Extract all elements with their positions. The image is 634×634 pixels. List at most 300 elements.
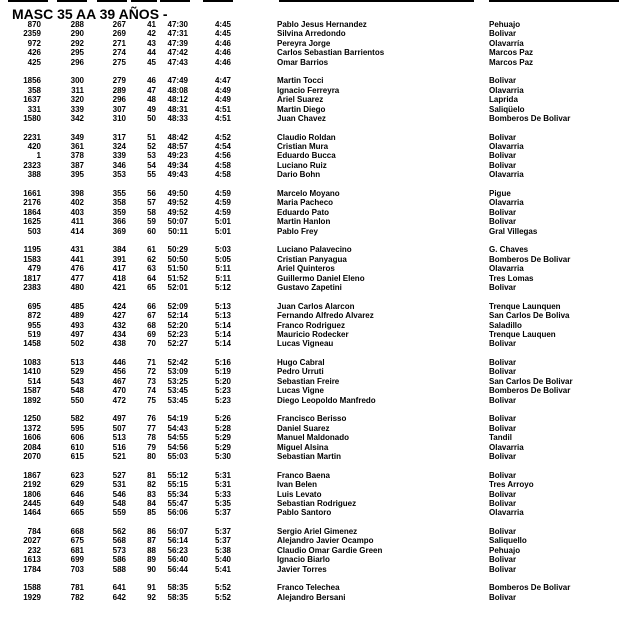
result-row (0, 283, 634, 292)
bib-number: 1817 (23, 273, 41, 283)
finish-time: 58:35 (167, 583, 188, 593)
category-place: 80 (147, 451, 156, 461)
pace: 5:19 (214, 367, 231, 377)
runner-location: Gral Villegas (489, 226, 538, 236)
group-spacer (0, 292, 634, 301)
finish-time: 51:52 (167, 273, 188, 283)
runner-name: Alejandro Javier Ocampo (277, 536, 374, 546)
finish-time: 56:23 (167, 545, 188, 555)
gender-place: 456 (112, 367, 126, 377)
gender-place: 470 (112, 386, 126, 396)
overall-place: 342 (70, 113, 84, 123)
category-place: 75 (147, 395, 156, 405)
runner-location: Bolivar (489, 76, 517, 86)
bib-number: 1806 (23, 489, 41, 499)
overall-place: 606 (70, 433, 84, 443)
result-row (0, 86, 634, 95)
finish-time: 52:14 (167, 311, 188, 321)
overall-place: 477 (70, 273, 84, 283)
gender-place: 346 (112, 160, 126, 170)
gender-place: 516 (112, 442, 126, 452)
overall-place: 296 (70, 57, 84, 67)
runner-location: Olavarria (489, 264, 524, 274)
pace: 5:38 (214, 545, 231, 555)
finish-time: 50:07 (167, 217, 188, 227)
bib-number: 1583 (23, 254, 41, 264)
overall-place: 513 (70, 358, 84, 368)
runner-location: Olavarria (489, 442, 524, 452)
category-place: 84 (147, 498, 156, 508)
category-place: 74 (147, 386, 156, 396)
category-place: 63 (147, 264, 156, 274)
finish-time: 49:43 (167, 170, 188, 180)
runner-name: Franco Rodriguez (277, 320, 346, 330)
gender-place: 369 (112, 226, 126, 236)
overall-place: 675 (70, 536, 84, 546)
gender-place: 418 (112, 273, 126, 283)
pace: 5:12 (214, 282, 231, 292)
pace: 5:26 (214, 414, 231, 424)
overall-place: 402 (70, 198, 84, 208)
runner-name: Cristian Panyagua (277, 254, 347, 264)
result-row (0, 555, 634, 564)
runner-name: Alejandro Bersani (277, 592, 346, 602)
runner-name: Juan Chavez (277, 113, 326, 123)
result-row (0, 264, 634, 273)
bib-number: 1372 (23, 423, 41, 433)
header-rule-pace (203, 0, 233, 2)
bib-number: 232 (27, 545, 41, 555)
pace: 5:37 (214, 536, 231, 546)
header-rule-name (279, 0, 474, 2)
result-row (0, 302, 634, 311)
result-row (0, 161, 634, 170)
runner-location: Bolivar (489, 151, 517, 161)
category-place: 45 (147, 57, 156, 67)
gender-place: 424 (112, 301, 126, 311)
finish-time: 52:27 (167, 339, 188, 349)
bib-number: 1856 (23, 76, 41, 86)
bib-number: 1637 (23, 95, 41, 105)
overall-place: 529 (70, 367, 84, 377)
pace: 5:01 (214, 217, 231, 227)
runner-location: Laprida (489, 95, 518, 105)
runner-location: Bolivar (489, 160, 517, 170)
runner-name: Ignacio Biarlo (277, 555, 330, 565)
category-place: 53 (147, 151, 156, 161)
runner-location: Saliqüelo (489, 104, 525, 114)
bib-number: 1606 (23, 433, 41, 443)
runner-name: Diego Leopoldo Manfredo (277, 395, 376, 405)
runner-name: Hugo Cabral (277, 358, 325, 368)
runner-name: Eduardo Bucca (277, 151, 336, 161)
pace: 4:46 (214, 48, 231, 58)
result-row (0, 490, 634, 499)
bib-number: 1929 (23, 592, 41, 602)
bib-number: 955 (27, 320, 41, 330)
category-place: 68 (147, 320, 156, 330)
category-place: 60 (147, 226, 156, 236)
runner-name: Sebastian Freire (277, 376, 340, 386)
pace: 4:49 (214, 85, 231, 95)
group-spacer (0, 405, 634, 414)
pace: 4:45 (214, 20, 231, 29)
gender-place: 366 (112, 217, 126, 227)
runner-name: Daniel Suarez (277, 423, 330, 433)
finish-time: 55:03 (167, 451, 188, 461)
pace: 5:37 (214, 527, 231, 537)
runner-name: Omar Barrios (277, 57, 329, 67)
bib-number: 1083 (23, 358, 41, 368)
runner-name: Francisco Berisso (277, 414, 347, 424)
bib-number: 1464 (23, 508, 41, 518)
runner-name: Claudio Omar Gardie Green (277, 545, 383, 555)
finish-time: 47:30 (167, 20, 188, 29)
finish-time: 47:31 (167, 29, 188, 39)
runner-name: Gustavo Zapetini (277, 282, 342, 292)
pace: 4:58 (214, 160, 231, 170)
category-place: 65 (147, 282, 156, 292)
runner-location: Bolivar (489, 395, 517, 405)
bib-number: 519 (27, 329, 41, 339)
runner-location: San Carlos De Boliva (489, 311, 570, 321)
bib-number: 1410 (23, 367, 41, 377)
runner-location: Bolivar (489, 489, 517, 499)
pace: 4:56 (214, 151, 231, 161)
finish-time: 47:49 (167, 76, 188, 86)
runner-location: Bolivar (489, 282, 517, 292)
runner-location: Tres Lomas (489, 273, 534, 283)
overall-place: 615 (70, 451, 84, 461)
overall-place: 320 (70, 95, 84, 105)
finish-time: 54:56 (167, 442, 188, 452)
finish-time: 49:52 (167, 198, 188, 208)
finish-time: 52:20 (167, 320, 188, 330)
gender-place: 507 (112, 423, 126, 433)
finish-time: 56:14 (167, 536, 188, 546)
bib-number: 784 (27, 527, 41, 537)
bib-number: 331 (27, 104, 41, 114)
results-table (0, 20, 634, 602)
overall-place: 290 (70, 29, 84, 39)
result-row (0, 367, 634, 376)
overall-place: 493 (70, 320, 84, 330)
pace: 4:59 (214, 207, 231, 217)
runner-location: Olavarria (489, 142, 524, 152)
pace: 5:20 (214, 376, 231, 386)
category-place: 42 (147, 29, 156, 39)
result-row (0, 227, 634, 236)
overall-place: 485 (70, 301, 84, 311)
runner-location: Tandil (489, 433, 512, 443)
gender-place: 527 (112, 470, 126, 480)
gender-place: 642 (112, 592, 126, 602)
gender-place: 586 (112, 555, 126, 565)
runner-location: San Carlos De Bolivar (489, 376, 573, 386)
finish-time: 52:42 (167, 358, 188, 368)
result-row (0, 170, 634, 179)
pace: 5:37 (214, 508, 231, 518)
finish-time: 53:45 (167, 386, 188, 396)
runner-location: Bolivar (489, 367, 517, 377)
category-place: 49 (147, 104, 156, 114)
finish-time: 47:42 (167, 48, 188, 58)
overall-place: 649 (70, 498, 84, 508)
result-row (0, 95, 634, 104)
runner-name: Martin Diego (277, 104, 326, 114)
gender-place: 641 (112, 583, 126, 593)
gender-place: 562 (112, 527, 126, 537)
overall-place: 311 (71, 85, 84, 95)
result-row (0, 424, 634, 433)
result-row (0, 48, 634, 57)
overall-place: 361 (70, 142, 84, 152)
runner-location: Trenque Launquen (489, 301, 561, 311)
runner-name: Luciano Ruiz (277, 160, 327, 170)
pace: 4:59 (214, 189, 231, 199)
pace: 5:31 (214, 480, 231, 490)
overall-place: 623 (70, 470, 84, 480)
bib-number: 972 (27, 38, 41, 48)
runner-location: Saladillo (489, 320, 522, 330)
pace: 5:41 (214, 564, 231, 574)
runner-location: Saliquello (489, 536, 527, 546)
pace: 5:29 (214, 433, 231, 443)
runner-location: Bolivar (489, 423, 517, 433)
header-rule-cat (131, 0, 157, 2)
result-row (0, 142, 634, 151)
pace: 5:13 (214, 301, 231, 311)
runner-name: Ariel Quinteros (277, 264, 335, 274)
runner-location: Trenque Lauquen (489, 329, 556, 339)
runner-name: Pablo Jesus Hernandez (277, 20, 367, 29)
runner-name: Miguel Alsina (277, 442, 329, 452)
gender-place: 438 (112, 339, 126, 349)
runner-location: Olavarria (489, 85, 524, 95)
header-rule-location (489, 0, 619, 2)
runner-name: Guillermo Daniel Eleno (277, 273, 365, 283)
finish-time: 55:47 (167, 498, 188, 508)
runner-location: Pigue (489, 189, 511, 199)
category-place: 72 (147, 367, 156, 377)
gender-place: 513 (112, 433, 126, 443)
result-row (0, 29, 634, 38)
runner-location: Bolivar (489, 339, 517, 349)
result-row (0, 480, 634, 489)
finish-time: 56:40 (167, 555, 188, 565)
bib-number: 2192 (23, 480, 41, 490)
gender-place: 267 (112, 20, 126, 29)
runner-name: Sebastian Martin (277, 451, 342, 461)
bib-number: 1892 (23, 395, 41, 405)
finish-time: 48:08 (167, 85, 188, 95)
runner-name: Ignacio Ferreyra (277, 85, 340, 95)
runner-name: Javier Torres (277, 564, 327, 574)
result-row (0, 245, 634, 254)
runner-location: Marcos Paz (489, 57, 534, 67)
bib-number: 1458 (23, 339, 41, 349)
result-row (0, 339, 634, 348)
bib-number: 2027 (23, 536, 41, 546)
result-row (0, 151, 634, 160)
gender-place: 427 (112, 311, 126, 321)
overall-place: 339 (70, 104, 84, 114)
pace: 5:52 (214, 592, 231, 602)
pace: 5:16 (214, 358, 231, 368)
bib-number: 2231 (23, 132, 41, 142)
runner-name: Franco Telechea (277, 583, 340, 593)
result-row (0, 471, 634, 480)
result-row (0, 565, 634, 574)
gender-place: 307 (112, 104, 126, 114)
runner-location: G. Chaves (489, 245, 529, 255)
runner-name: Mauricio Rodecker (277, 329, 349, 339)
category-place: 54 (147, 160, 156, 170)
runner-name: Luciano Palavecino (277, 245, 352, 255)
bib-number: 1580 (23, 113, 41, 123)
result-row (0, 330, 634, 339)
gender-place: 355 (112, 189, 126, 199)
runner-location: Pehuajo (489, 20, 521, 29)
runner-name: Carlos Sebastian Barrientos (277, 48, 385, 58)
pace: 5:23 (214, 386, 231, 396)
result-row (0, 133, 634, 142)
pace: 4:52 (214, 132, 231, 142)
bib-number: 2176 (23, 198, 41, 208)
bib-number: 1613 (23, 555, 41, 565)
result-row (0, 386, 634, 395)
finish-time: 54:43 (167, 423, 188, 433)
category-place: 55 (147, 170, 156, 180)
finish-time: 50:29 (167, 245, 188, 255)
overall-place: 295 (70, 48, 84, 58)
runner-location: Bolivar (489, 451, 517, 461)
runner-location: Olavarría (489, 38, 524, 48)
runner-name: Martin Hanlon (277, 217, 331, 227)
finish-time: 52:23 (167, 329, 188, 339)
pace: 5:11 (215, 273, 231, 283)
pace: 4:49 (214, 95, 231, 105)
bib-number: 1587 (23, 386, 41, 396)
finish-time: 52:09 (167, 301, 188, 311)
runner-location: Bomberos De Bolivar (489, 583, 571, 593)
gender-place: 279 (112, 76, 126, 86)
pace: 5:13 (214, 311, 231, 321)
pace: 5:23 (214, 395, 231, 405)
overall-place: 476 (70, 264, 84, 274)
result-row (0, 208, 634, 217)
finish-time: 56:06 (167, 508, 188, 518)
bib-number: 503 (27, 226, 41, 236)
runner-location: Bomberos De Bolivar (489, 113, 571, 123)
category-place: 71 (147, 358, 156, 368)
result-row (0, 311, 634, 320)
pace: 4:58 (214, 170, 231, 180)
runner-name: Juan Carlos Alarcon (277, 301, 355, 311)
runner-location: Marcos Paz (489, 48, 534, 58)
group-spacer (0, 67, 634, 76)
bib-number: 514 (27, 376, 41, 386)
overall-place: 378 (70, 151, 84, 161)
runner-location: Bolivar (489, 527, 517, 537)
result-row (0, 527, 634, 536)
gender-place: 324 (112, 142, 126, 152)
category-place: 86 (147, 527, 156, 537)
gender-place: 467 (112, 376, 126, 386)
group-spacer (0, 236, 634, 245)
bib-number: 1661 (23, 189, 41, 199)
category-place: 87 (147, 536, 156, 546)
pace: 4:54 (214, 142, 231, 152)
finish-time: 53:09 (167, 367, 188, 377)
category-place: 67 (147, 311, 156, 321)
bib-number: 1867 (23, 470, 41, 480)
gender-place: 421 (112, 282, 126, 292)
finish-time: 49:52 (167, 207, 188, 217)
runner-location: Bomberos De Bolivar (489, 254, 571, 264)
runner-location: Olavarria (489, 198, 524, 208)
gender-place: 358 (112, 198, 126, 208)
overall-place: 411 (71, 217, 84, 227)
bib-number: 426 (27, 48, 41, 58)
category-place: 64 (147, 273, 156, 283)
category-place: 44 (147, 48, 156, 58)
result-row (0, 321, 634, 330)
category-place: 52 (147, 142, 156, 152)
gender-place: 446 (112, 358, 126, 368)
gender-place: 568 (112, 536, 126, 546)
result-row (0, 189, 634, 198)
overall-place: 665 (70, 508, 84, 518)
runner-location: Bolivar (489, 498, 517, 508)
overall-place: 703 (70, 564, 84, 574)
overall-place: 414 (70, 226, 84, 236)
overall-place: 431 (70, 245, 84, 255)
runner-name: Pedro Urruti (277, 367, 324, 377)
gender-place: 317 (112, 132, 126, 142)
bib-number: 2383 (23, 282, 41, 292)
result-row (0, 217, 634, 226)
finish-time: 49:34 (167, 160, 188, 170)
gender-place: 384 (112, 245, 126, 255)
overall-place: 610 (70, 442, 84, 452)
runner-location: Bolivar (489, 207, 517, 217)
runner-location: Bolivar (489, 358, 517, 368)
result-row (0, 593, 634, 602)
runner-name: Ivan Belen (277, 480, 318, 490)
runner-location: Olavarria (489, 508, 524, 518)
gender-place: 559 (112, 508, 126, 518)
bib-number: 872 (27, 311, 41, 321)
runner-location: Bomberos De Bolivar (489, 386, 571, 396)
pace: 5:05 (214, 254, 231, 264)
finish-time: 51:50 (167, 264, 188, 274)
bib-number: 2323 (23, 160, 41, 170)
finish-time: 53:45 (167, 395, 188, 405)
runner-name: Maria Pacheco (277, 198, 334, 208)
result-row (0, 358, 634, 367)
runner-location: Bolivar (489, 29, 517, 39)
result-row (0, 546, 634, 555)
category-place: 73 (147, 376, 156, 386)
pace: 4:45 (214, 29, 231, 39)
finish-time: 48:33 (167, 113, 188, 123)
pace: 5:52 (214, 583, 231, 593)
gender-place: 546 (112, 489, 126, 499)
runner-location: Bolivar (489, 414, 517, 424)
gender-place: 548 (112, 498, 126, 508)
result-row (0, 255, 634, 264)
